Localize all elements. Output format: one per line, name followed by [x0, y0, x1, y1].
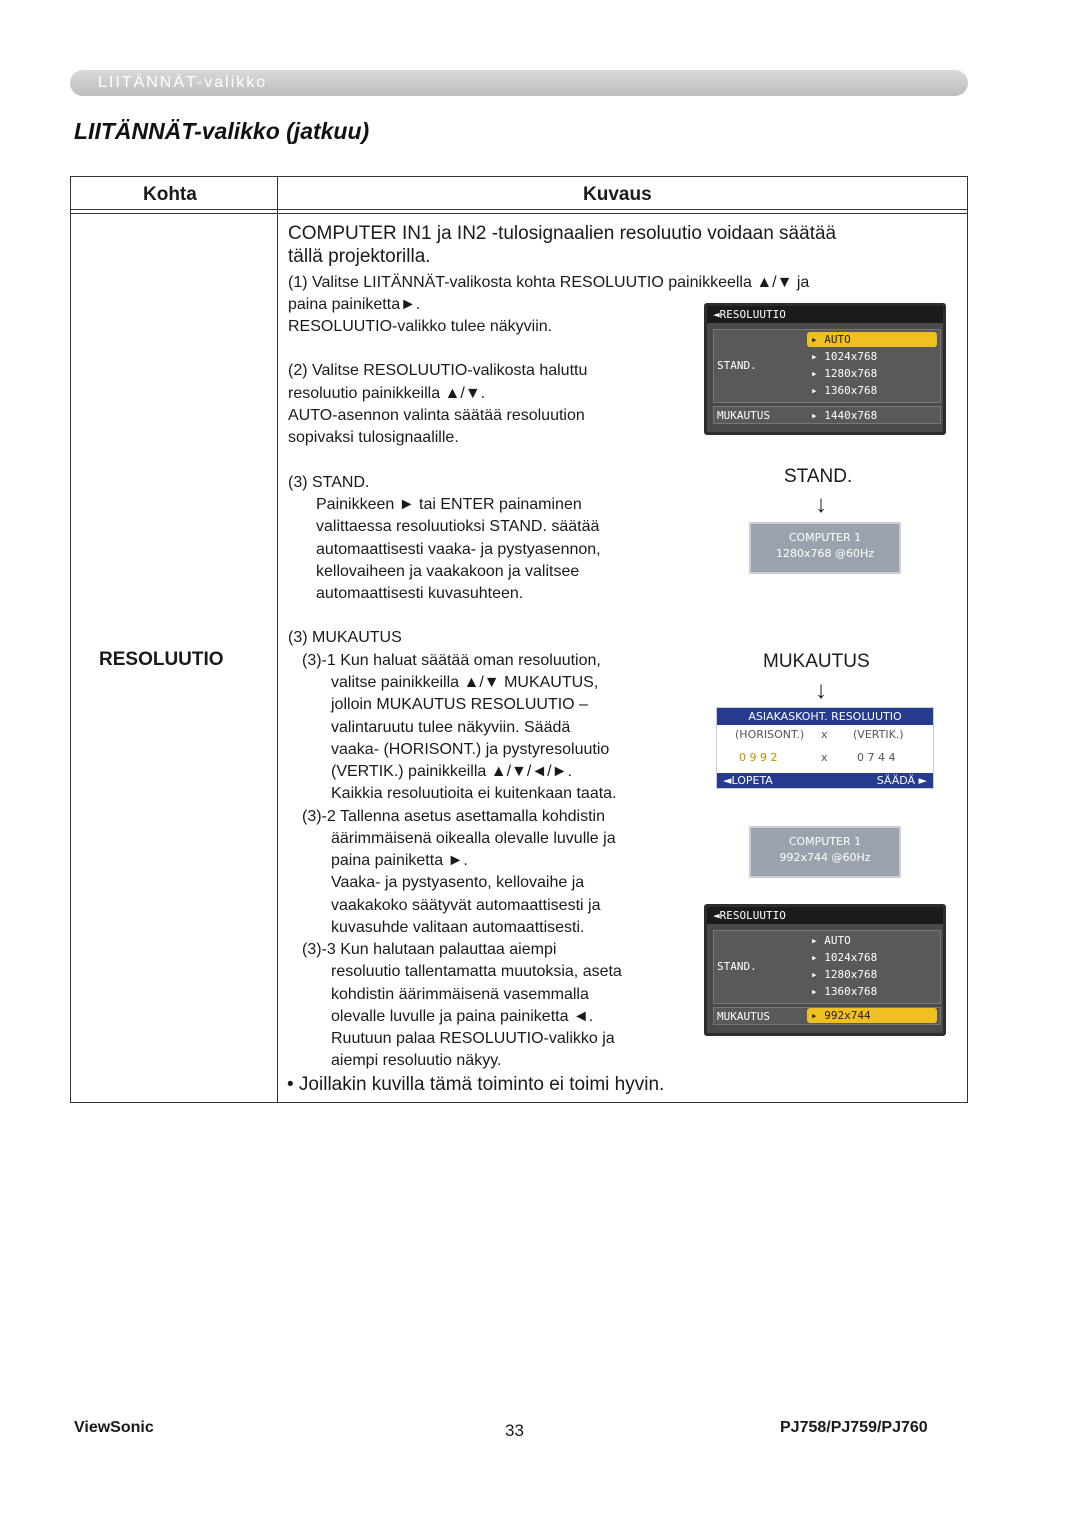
mukautus-down-arrow-icon: ↓ [815, 677, 827, 704]
stand-down-arrow-icon: ↓ [815, 491, 827, 518]
computer1-info-box [749, 522, 901, 574]
stand-line-2: valittaessa resoluutioksi STAND. säätää [316, 518, 600, 535]
footer-model: PJ758/PJ759/PJ760 [780, 1419, 928, 1436]
m1-line-3: jolloin MUKAUTUS RESOLUUTIO – [331, 696, 588, 713]
m3-line-4: olevalle luvulle ja paina painiketta ◄. [331, 1008, 594, 1025]
resolution-menu-screenshot [704, 303, 946, 435]
m1-line-2: valitse painikkeilla ▲/▼ MUKAUTUS, [331, 674, 599, 691]
resolution-menu-2-custom-selected: ▸ 992x744 [807, 1008, 937, 1023]
m2-line-1: (3)-2 Tallenna asetus asettamalla kohdistin [302, 808, 605, 825]
resolution-menu-2-mukautus: MUKAUTUS [717, 1010, 770, 1023]
header-divider-2 [71, 213, 967, 214]
stand-line-1: Painikkeen ► tai ENTER painaminen [316, 496, 582, 513]
section-bar [70, 70, 968, 96]
custom-vert-value: 0 7 4 4 [857, 751, 896, 764]
resolution-menu-2-option-2: ▸ 1280x768 [811, 968, 878, 981]
footer-brand: ViewSonic [74, 1419, 154, 1436]
m1-line-5: vaaka- (HORISONT.) ja pystyresoluutio [331, 741, 610, 758]
m1-line-7: Kaikkia resoluutioita ei kuitenkaan taata. [331, 785, 617, 802]
note: • Joillakin kuvilla tämä toiminto ei toimi hyvin. [287, 1074, 665, 1095]
stand-label: STAND. [784, 466, 853, 487]
resolution-menu-option-3: ▸ 1360x768 [811, 384, 878, 397]
custom-x-label: x [821, 728, 828, 741]
m3-line-5: Ruutuun palaa RESOLUUTIO-valikko ja [331, 1030, 615, 1047]
m1-line-6: (VERTIK.) painikkeilla ▲/▼/◄/►. [331, 763, 572, 780]
info2-line-2: 992x744 @60Hz [779, 851, 871, 864]
custom-horiz-value: 0 9 9 2 [739, 751, 778, 764]
header-divider [71, 209, 967, 210]
step2-line-1: (2) Valitse RESOLUUTIO-valikosta haluttu [288, 362, 588, 379]
step1-line-1: (1) Valitse LIITÄNNÄT-valikosta kohta RESOLUUTIO painikkeella ▲/▼ ja [288, 274, 810, 291]
resolution-menu-2-title: ◄RESOLUUTIO [707, 907, 943, 924]
resolution-menu-2-auto: ▸ AUTO [811, 934, 851, 947]
stand-line-3: automaattisesti vaaka- ja pystyasennon, [316, 541, 601, 558]
page-title: LIITÄNNÄT-valikko (jatkuu) [74, 118, 370, 144]
custom-resolution-title: ASIAKASKOHT. RESOLUUTIO [717, 708, 933, 725]
step2-line-4: sopivaksi tulosignaalille. [288, 429, 459, 446]
info2-line-1: COMPUTER 1 [788, 835, 862, 848]
custom-resolution-box [716, 707, 934, 789]
resolution-menu-stand: STAND. [717, 359, 757, 372]
footer-page-number: 33 [505, 1421, 524, 1440]
m3-line-6: aiempi resoluutio näkyy. [331, 1052, 502, 1069]
m2-line-6: kuvasuhde valitaan automaattisesti. [331, 919, 585, 936]
m2-line-3: paina painiketta ►. [331, 852, 468, 869]
column-header-description: Kuvaus [583, 184, 652, 205]
custom-resolution-footer [717, 773, 933, 788]
m1-line-1: (3)-1 Kun haluat säätää oman resoluution, [302, 652, 601, 669]
custom-horiz-label: (HORISONT.) [735, 728, 805, 741]
stand-line-5: automaattisesti kuvasuhteen. [316, 585, 524, 602]
mukautus-label: MUKAUTUS [763, 651, 870, 672]
mukautus-title: (3) MUKAUTUS [288, 629, 402, 646]
column-divider [277, 177, 278, 1102]
stand-title: (3) STAND. [288, 474, 370, 491]
resolution-menu-custom-value: ▸ 1440x768 [811, 409, 878, 422]
m2-line-4: Vaaka- ja pystyasento, kellovaihe ja [331, 874, 585, 891]
resolution-menu-mukautus: MUKAUTUS [717, 409, 770, 422]
step1-line-2: paina painiketta►. [288, 296, 421, 313]
step2-line-3: AUTO-asennon valinta säätää resoluution [288, 407, 585, 424]
m1-line-4: valintaruutu tulee näkyviin. Säädä [331, 719, 571, 736]
resolution-menu-2-option-3: ▸ 1360x768 [811, 985, 878, 998]
resolution-menu-auto-selected: ▸ AUTO [807, 332, 937, 347]
step2-line-2: resoluutio painikkeilla ▲/▼. [288, 385, 486, 402]
m3-line-2: resoluutio tallentamatta muutoksia, aseta [331, 963, 622, 980]
info1-line-2: 1280x768 @60Hz [775, 547, 875, 560]
custom-x-sign: x [821, 751, 828, 764]
resolution-menu-2-option-1: ▸ 1024x768 [811, 951, 878, 964]
m3-line-3: kohdistin äärimmäisenä vasemmalla [331, 986, 589, 1003]
section-bar-label: LIITÄNNÄT-valikko [98, 74, 268, 91]
item-name: RESOLUUTIO [99, 649, 224, 670]
resolution-menu-option-1: ▸ 1024x768 [811, 350, 878, 363]
intro-line-2: tällä projektorilla. [288, 246, 431, 267]
custom-adjust-button: SÄÄDÄ ► [876, 774, 927, 787]
m3-line-1: (3)-3 Kun halutaan palauttaa aiempi [302, 941, 557, 958]
m2-line-5: vaakakoko säätyvät automaattisesti ja [331, 897, 601, 914]
m2-line-2: äärimmäisenä oikealla olevalle luvulle ja [331, 830, 616, 847]
custom-vert-label: (VERTIK.) [853, 728, 904, 741]
custom-back-button: ◄LOPETA [723, 774, 773, 787]
computer1-info-box-2 [749, 826, 901, 878]
info1-line-1: COMPUTER 1 [788, 531, 862, 544]
step1-line-3: RESOLUUTIO-valikko tulee näkyviin. [288, 318, 553, 335]
resolution-menu-2-stand: STAND. [717, 960, 757, 973]
resolution-menu-screenshot-2 [704, 904, 946, 1036]
column-header-item: Kohta [143, 184, 197, 205]
intro-line-1: COMPUTER IN1 ja IN2 -tulosignaalien resoluutio voidaan säätää [288, 223, 837, 244]
resolution-menu-option-2: ▸ 1280x768 [811, 367, 878, 380]
stand-line-4: kellovaiheen ja vaakakoon ja valitsee [316, 563, 580, 580]
resolution-menu-title: ◄RESOLUUTIO [707, 306, 943, 323]
